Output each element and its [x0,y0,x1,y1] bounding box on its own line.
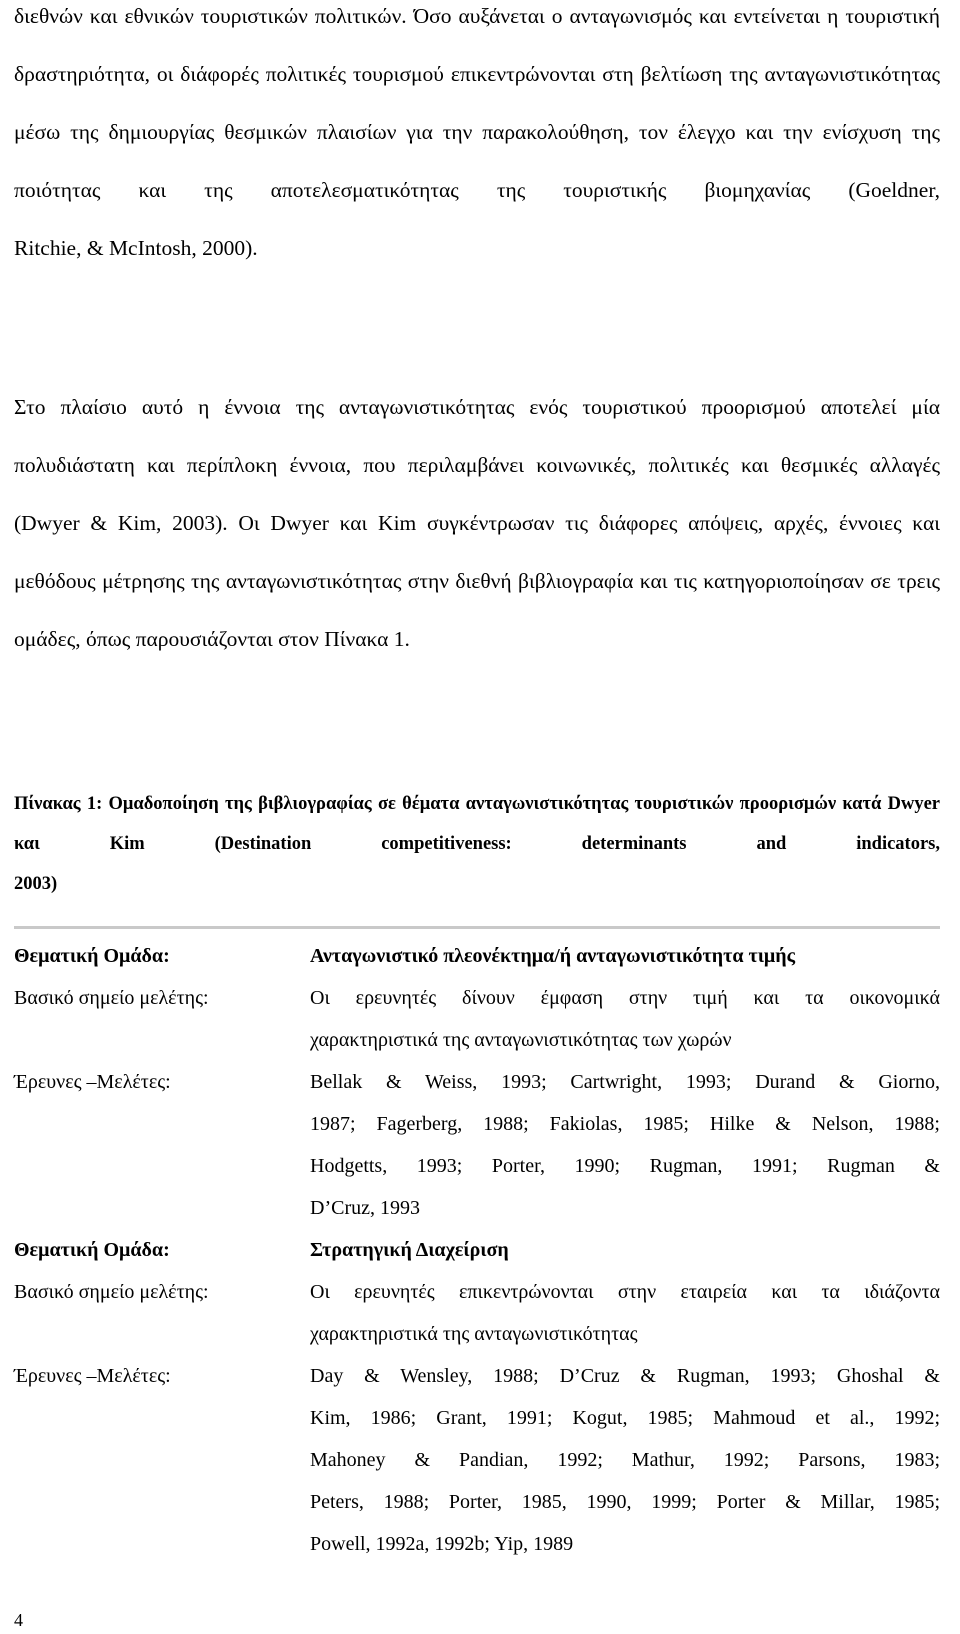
table-row-focus [14,977,940,1061]
paragraph-line: ομάδες, όπως παρουσιάζονται στον Πίνακα 1. [14,627,410,651]
studies-value [310,1061,940,1229]
paragraph-line: Στο πλαίσιο αυτό η έννοια της ανταγωνιστικότητας ενός τουριστικού προορισμού [14,395,806,419]
paragraph-line: διεθνών και εθνικών τουριστικών πολιτικών. Όσο αυξάνεται ο ανταγωνισμός και [14,4,727,28]
paragraph-line: θεσμικών πλαισίων για την παρακολούθηση, τον έλεγχο και την ενίσχυση της [224,120,941,144]
table-row-studies [14,1061,940,1229]
table-row-group [14,935,940,977]
focus-line: χαρακτηριστικά της ανταγωνιστικότητας των χωρών [310,1029,732,1051]
studies-line: Hodgetts, 1993; Porter, 1990; Rugman, 1991; Rugman & [310,1155,940,1177]
paragraph-line: ανταγωνιστικότητας στην διεθνή βιβλιογραφία και τις κατηγοριοποίησαν σε τρεις [225,569,940,593]
table-row-studies [14,1355,940,1565]
studies-line: Kim, 1986; Grant, 1991; Kogut, 1985; Mahmoud et al., 1992; [310,1407,940,1429]
paragraph-line: επικεντρώνονται στη βελτίωση της ανταγωνιστικότητας μέσω της δημιουργίας [14,62,940,144]
focus-line: χαρακτηριστικά της ανταγωνιστικότητας [310,1323,638,1345]
studies-label: Έρευνες –Μελέτες: [14,1365,171,1387]
page-number: 4 [14,1610,23,1630]
focus-line: Οι ερευνητές δίνουν έμφαση στην τιμή και τα οικονομικά [310,987,940,1009]
focus-label: Βασικό σημείο μελέτης: [14,987,209,1009]
paragraph-line: συγκέντρωσαν τις διάφορες απόψεις, αρχές, έννοιες και μεθόδους μέτρησης της [14,511,940,593]
caption-line: 2003) [14,874,58,894]
caption-line: Πίνακας 1: Ομαδοποίηση της βιβλιογραφίας σε θέματα ανταγωνιστικότητας τουριστικών [14,794,734,814]
studies-line: Day & Wensley, 1988; D’Cruz & Rugman, 1993; Ghoshal & [310,1365,940,1387]
studies-line: D’Cruz, 1993 [310,1197,420,1219]
studies-value [310,1355,940,1565]
table-caption [14,784,940,904]
paragraph-line: εντείνεται η τουριστική δραστηριότητα, οι διάφορές πολιτικές τουρισμού [14,4,941,86]
caption-line: προορισμών κατά Dwyer και Kim (Destination competitiveness: determinants and indicators, [14,794,940,854]
paragraph-line: Ritchie, & McIntosh, 2000). [14,236,258,260]
body-paragraph-1 [14,0,940,277]
body-paragraph-2 [14,378,940,668]
group-label: Θεματική Ομάδα: [14,945,170,967]
table-row-group [14,1229,940,1271]
paragraph-line: ποιότητας και της αποτελεσματικότητας της τουριστικής βιομηχανίας (Goeldner, [14,178,940,202]
focus-value [310,977,940,1061]
studies-line: Peters, 1988; Porter, 1985, 1990, 1999; Porter & Millar, 1985; [310,1491,940,1513]
focus-value [310,1271,940,1355]
studies-line: Powell, 1992a, 1992b; Yip, 1989 [310,1533,574,1555]
studies-line: Mahoney & Pandian, 1992; Mathur, 1992; Parsons, 1983; [310,1449,940,1471]
studies-label: Έρευνες –Μελέτες: [14,1071,171,1093]
literature-table [14,926,940,1565]
paragraph-line: αποτελεί μία πολυδιάστατη και περίπλοκη έννοια, που περιλαμβάνει κοινωνικές, [14,395,941,477]
studies-line: Bellak & Weiss, 1993; Cartwright, 1993; Durand & Giorno, [310,1071,940,1093]
group-value: Ανταγωνιστικό πλεονέκτημα/ή ανταγωνιστικότητα τιμής [310,945,796,967]
focus-line: Οι ερευνητές επικεντρώνονται στην εταιρεία και τα ιδιάζοντα [310,1281,940,1303]
paragraph-line: πολιτικές και θεσμικές αλλαγές (Dwyer & Kim, 2003). Οι Dwyer και Kim [14,453,941,535]
group-label: Θεματική Ομάδα: [14,1239,170,1261]
table-row-focus [14,1271,940,1355]
focus-label: Βασικό σημείο μελέτης: [14,1281,209,1303]
group-value: Στρατηγική Διαχείριση [310,1239,509,1261]
studies-line: 1987; Fagerberg, 1988; Fakiolas, 1985; Hilke & Nelson, 1988; [310,1113,940,1135]
